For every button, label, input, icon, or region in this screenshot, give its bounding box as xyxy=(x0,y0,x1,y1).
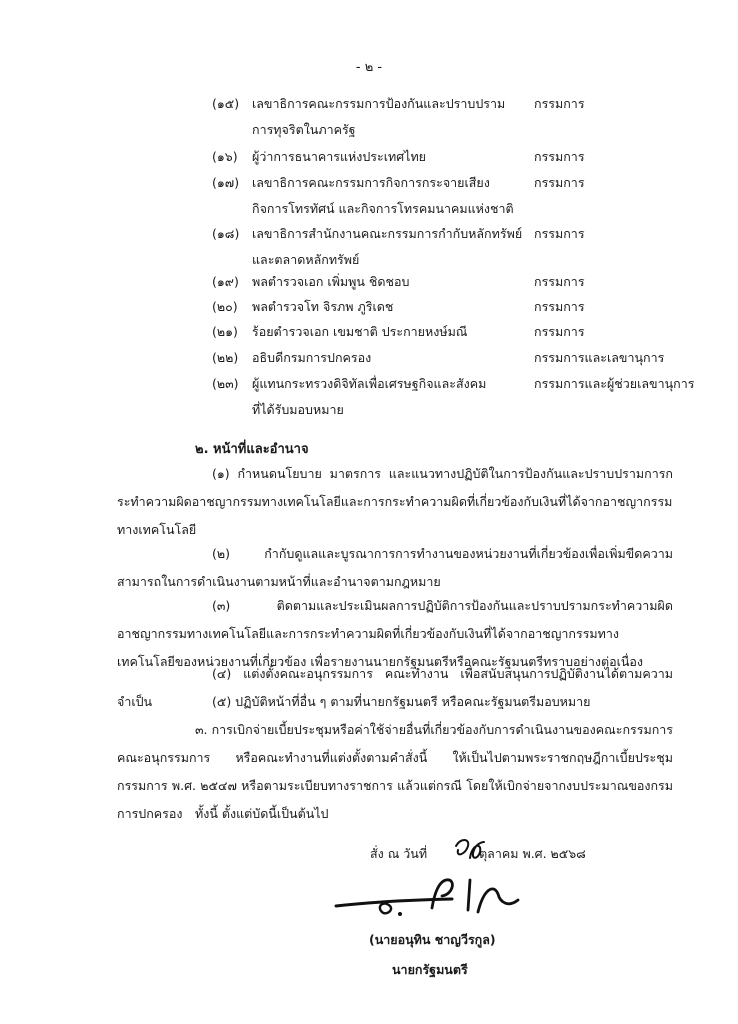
member-number: (๒๓) xyxy=(212,376,239,391)
document-page: - ๒ - (๑๕) เลขาธิการคณะกรรมการป้องกันและปราบปราม การทุจริตในภาครัฐ กรรมการ (๑๖) ผู้ว่าการธนาคารแห่งประเทศไทย กรรมการ (๑๗) เลขาธิการคณะกรรมการกิจการกระจายเสียง กิจการโทรทัศน์ และกิจการโทรคมนาคมแห่งชาติ กรรมการ (๑๘) เลขาธิการสำนักงานคณะกรรมการกำกับหลักทรัพย์ และตลาดหลักทรัพย์ กรรมการ (๑๙) พลตำรวจเอก เพิ่มพูน ชิดชอบ กรรมการ (๒๐) พลตำรวจโท จิรภพ ภูริเดช กรรมการ (๒๑) ร้อยตำรวจเอก เขมชาติ ประกายหงษ์มณี กรรมการ (๒๒) อธิบดีกรมการปกครอง กรรมการและเลขานุการ (๒๓) ผู้แทนกระทรวงดิจิทัลเพื่อเศรษฐกิจและสังคม ที่ได้รับมอบหมาย กรรมการและผู้ช่วยเลขานุการ ๒. หน้าที่และอำนาจ (๑) กำหนดนโยบาย มาตรการ และแนวทางปฏิบัติในการป้องกันและปราบปรามการกระทำความผิดอาชญากรรมทางเทคโนโลยีและการกระทำความผิดที่เกี่ยวข้องกับเงินที่ได้จากอาชญากรรมทางเทคโนโลยี (๒) กำกับดูแลและบูรณาการการทำงานของหน่วยงานที่เกี่ยวข้องเพื่อเพิ่มขีดความสามารถในการดำเนินงานตามหน้าที่และอำนาจตามกฎหมาย (๓) ติดตามและประเมินผลการปฏิบัติการป้องกันและปราบปรามกระทำความผิดอาชญากรรมทางเทคโนโลยีและการกระทำความผิดที่เกี่ยวข้องกับเงินที่ได้จากอาชญากรรมทางเทคโนโลยีของหน่วยงานที่เกี่ยวข้อง เพื่อรายงานนายกรัฐมนตรีหรือคณะรัฐมนตรีทราบอย่างต่อเนื่อง (๔) แต่งตั้งคณะอนุกรรมการ คณะทำงาน เพื่อสนับสนุนการปฏิบัติงานได้ตามความจำเป็น (๕) ปฏิบัติหน้าที่อื่น ๆ ตามที่นายกรัฐมนตรี หรือคณะรัฐมนตรีมอบหมาย ๓. การเบิกจ่ายเบี้ยประชุมหรือค่าใช้จ่ายอื่นที่เกี่ยวข้องกับการดำเนินงานของคณะกรรมการ คณะอนุกรรมการ หรือคณะทำงานที่แต่งตั้งตามคำสั่งนี้ ให้เป็นไปตามพระราชกฤษฎีกาเบี้ยประชุมกรรมการ พ.ศ. ๒๕๔๗ หรือตามระเบียบทางราชการ แล้วแต่กรณี โดยให้เบิกจ่ายจากงบประมาณของกรมการปกครอง ทั้งนี้ ตั้งแต่บัดนี้เป็นต้นไป สั่ง ณ วันที่ ตุลาคม พ.ศ. ๒๕๖๘ (นายอนุทิน ชาญวีรกูล) นายกรัฐมนตรี xyxy=(0,0,738,1024)
member-role: กรรมการ xyxy=(534,299,585,314)
member-name: พลตำรวจโท จิรภพ ภูริเดช xyxy=(252,299,394,314)
duty-paragraph-4: (๔) แต่งตั้งคณะอนุกรรมการ คณะทำงาน เพื่อสนับสนุนการปฏิบัติงานได้ตามความจำเป็น xyxy=(117,666,673,709)
date-year: พ.ศ. ๒๕๖๘ xyxy=(522,846,586,861)
member-number: (๑๗) xyxy=(212,175,240,190)
member-name: ผู้แทนกระทรวงดิจิทัลเพื่อเศรษฐกิจและสังคม xyxy=(252,376,487,391)
member-number: (๑๕) xyxy=(212,96,240,111)
member-name-cont: ที่ได้รับมอบหมาย xyxy=(252,402,344,417)
member-number: (๑๘) xyxy=(212,226,240,241)
member-number: (๑๙) xyxy=(212,274,239,289)
member-name: อธิบดีกรมการปกครอง xyxy=(252,350,372,365)
member-name: พลตำรวจเอก เพิ่มพูน ชิดชอบ xyxy=(252,274,410,289)
member-name-cont: การทุจริตในภาครัฐ xyxy=(252,122,356,137)
member-name: ร้อยตำรวจเอก เขมชาติ ประกายหงษ์มณี xyxy=(252,324,468,339)
member-role: กรรมการ xyxy=(534,175,585,190)
member-role: กรรมการ xyxy=(534,324,585,339)
member-role: กรรมการและผู้ช่วยเลขานุการ xyxy=(534,376,695,391)
section-3-paragraph: ๓. การเบิกจ่ายเบี้ยประชุมหรือค่าใช้จ่ายอื่นที่เกี่ยวข้องกับการดำเนินงานของคณะกรรมการ คณะอนุกรรมการ หรือคณะทำงานที่แต่งตั้งตามคำสั่งนี้ ให้เป็นไปตามพระราชกฤษฎีกาเบี้ยประชุมกรรมการ พ.ศ. ๒๕๔๗ หรือตามระเบียบทางราชการ แล้วแต่กรณี โดยให้เบิกจ่ายจากงบประมาณของกรมการปกครอง xyxy=(117,722,673,821)
member-name-cont: กิจการโทรทัศน์ และกิจการโทรคมนาคมแห่งชาติ xyxy=(252,201,514,216)
duty-paragraph-5: (๕) ปฏิบัติหน้าที่อื่น ๆ ตามที่นายกรัฐมนตรี หรือคณะรัฐมนตรีมอบหมาย xyxy=(212,694,591,709)
duty-paragraph-3: (๓) ติดตามและประเมินผลการปฏิบัติการป้องกันและปราบปรามกระทำความผิดอาชญากรรมทางเทคโนโลยีและการกระทำความผิดที่เกี่ยวข้องกับเงินที่ได้จากอาชญากรรมทางเทคโนโลยีของหน่วยงานที่เกี่ยวข้อง เพื่อรายงานนายกรัฐมนตรีหรือคณะรัฐมนตรีทราบอย่างต่อเนื่อง xyxy=(117,598,673,669)
member-role: กรรมการ xyxy=(534,149,585,164)
duty-paragraph-1: (๑) กำหนดนโยบาย มาตรการ และแนวทางปฏิบัติในการป้องกันและปราบปรามการกระทำความผิดอาชญากรรมทางเทคโนโลยีและการกระทำความผิดที่เกี่ยวข้องกับเงินที่ได้จากอาชญากรรมทางเทคโนโลยี xyxy=(117,466,673,537)
duty-paragraph-2: (๒) กำกับดูแลและบูรณาการการทำงานของหน่วยงานที่เกี่ยวข้องเพื่อเพิ่มขีดความสามารถในการดำเนินงานตามหน้าที่และอำนาจตามกฎหมาย xyxy=(117,546,673,589)
member-number: (๒๑) xyxy=(212,324,238,339)
handwritten-day-mark xyxy=(452,836,486,864)
signature-mark xyxy=(330,872,526,920)
page-number: - ๒ - xyxy=(355,60,383,75)
member-number: (๒๐) xyxy=(212,299,238,314)
member-name: ผู้ว่าการธนาคารแห่งประเทศไทย xyxy=(252,149,427,164)
member-role: กรรมการ xyxy=(534,226,585,241)
member-number: (๒๒) xyxy=(212,350,239,365)
date-prefix: สั่ง ณ วันที่ xyxy=(370,846,428,861)
member-role: กรรมการ xyxy=(534,274,585,289)
member-role: กรรมการ xyxy=(534,96,585,111)
member-name-cont: และตลาดหลักทรัพย์ xyxy=(252,252,360,267)
date-month: ตุลาคม xyxy=(479,846,519,861)
member-number: (๑๖) xyxy=(212,149,238,164)
member-name: เลขาธิการสำนักงานคณะกรรมการกำกับหลักทรัพย์ xyxy=(252,226,523,241)
section-2-heading: ๒. หน้าที่และอำนาจ xyxy=(195,442,309,457)
member-role: กรรมการและเลขานุการ xyxy=(534,350,665,365)
member-name: เลขาธิการคณะกรรมการกิจการกระจายเสียง xyxy=(252,175,490,190)
member-name: เลขาธิการคณะกรรมการป้องกันและปราบปราม xyxy=(252,96,506,111)
closing-line: ทั้งนี้ ตั้งแต่บัดนี้เป็นต้นไป xyxy=(195,806,329,821)
